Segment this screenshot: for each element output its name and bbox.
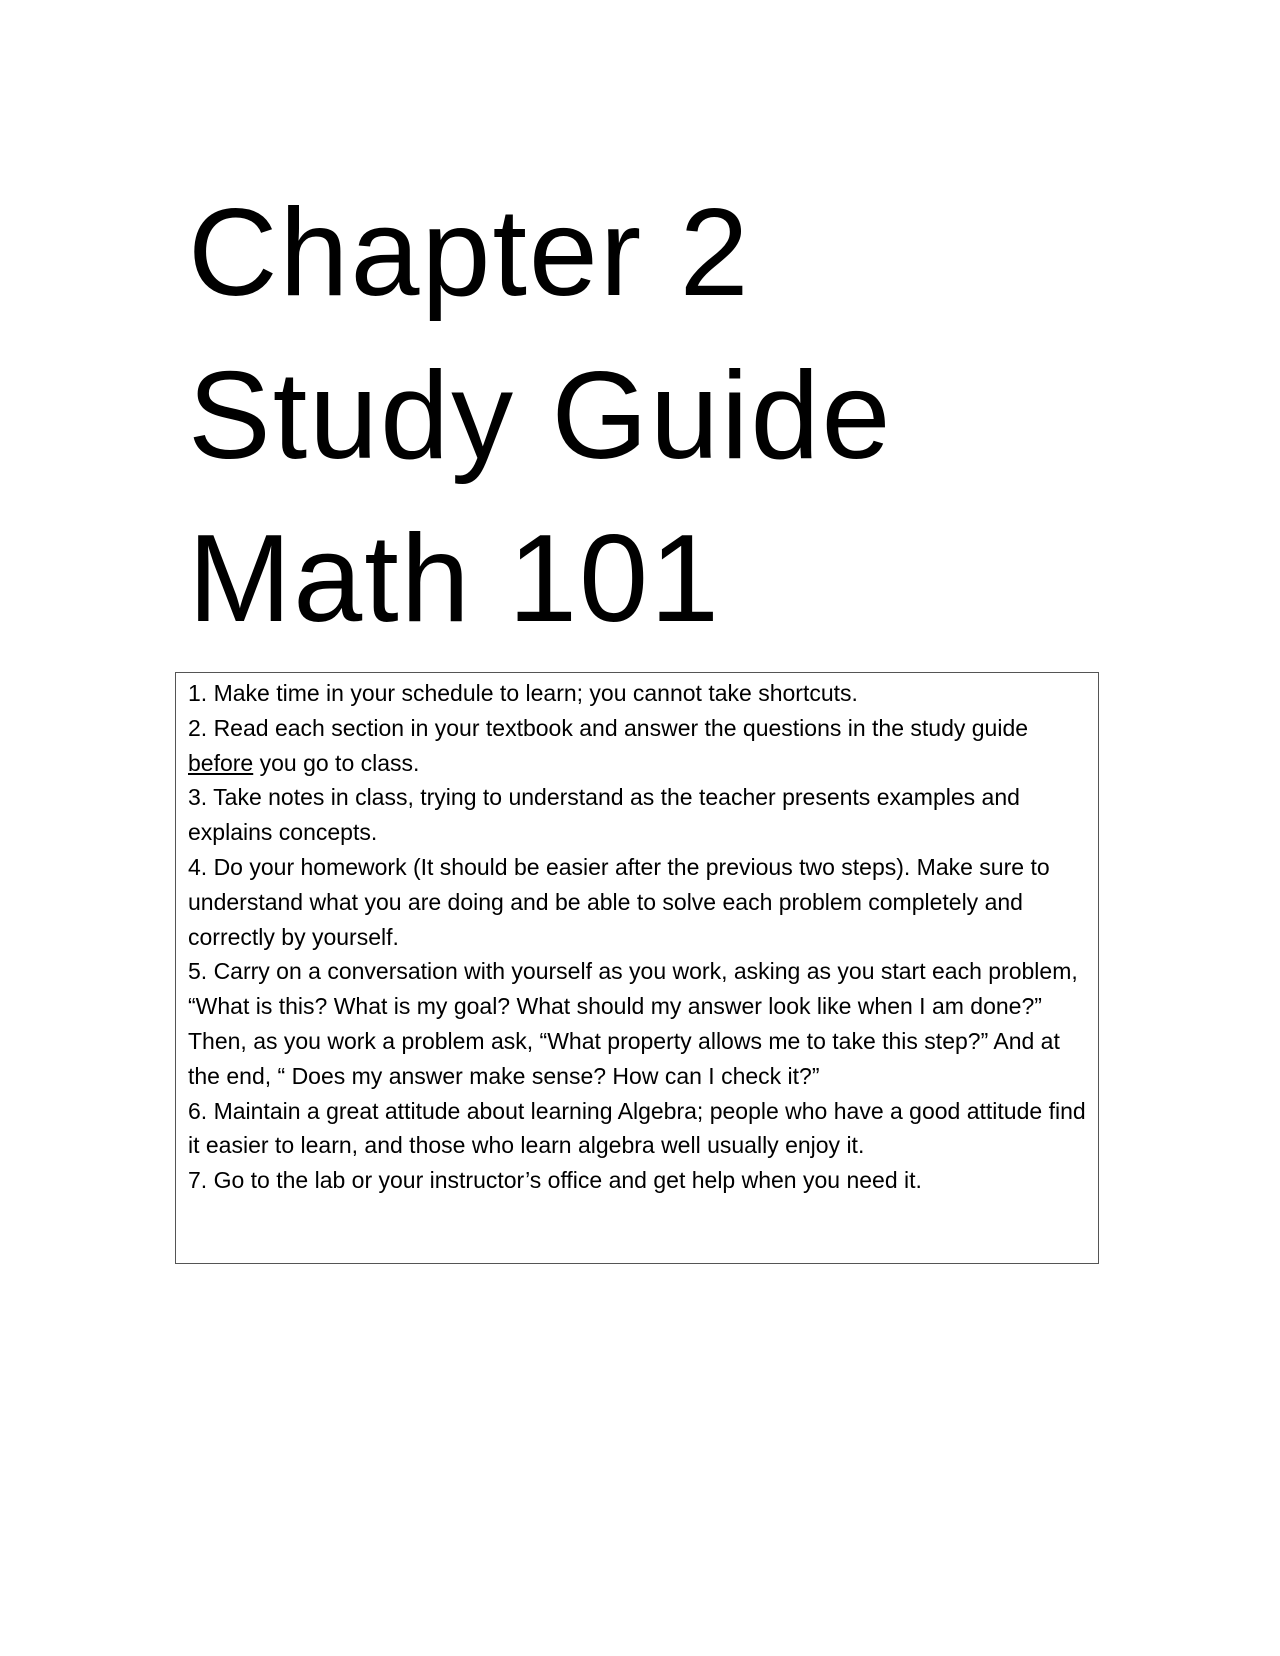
tip-7: 7. Go to the lab or your instructor’s office and get help when you need it. xyxy=(188,1167,922,1194)
tip-3: 3. Take notes in class, trying to understand as the teacher presents examples and explains concepts. xyxy=(188,784,1020,846)
title-chapter: Chapter 2 xyxy=(188,184,751,322)
tip-4: 4. Do your homework (It should be easier after the previous two steps). Make sure to understand what you are doing and be able to solve each problem completely and correctly by yourself. xyxy=(188,853,1050,950)
document-title xyxy=(188,172,1088,661)
tip-5: 5. Carry on a conversation with yourself as you work, asking as you start each problem, “What is this? What is my goal? What should my answer look like when I am done?” Then, as you work a problem ask, “What property allows me to take this step?” And at the end, “ Does my answer make sense? How can I check it?” xyxy=(188,958,1078,1089)
tip-2-text-end: you go to class. xyxy=(253,749,420,776)
tip-2-emphasis: before xyxy=(188,749,254,776)
tip-6: 6. Maintain a great attitude about learning Algebra; people who have a good attitude find it easier to learn, and those who learn algebra well usually enjoy it. xyxy=(188,1097,1086,1159)
tip-2 xyxy=(188,711,1088,781)
study-tips-box xyxy=(175,672,1099,1264)
tip-1: 1. Make time in your schedule to learn; you cannot take shortcuts. xyxy=(188,680,858,706)
title-study-guide: Study Guide xyxy=(188,347,893,485)
title-course: Math 101 xyxy=(188,510,722,648)
tip-2-text-start: 2. Read each section in your textbook and answer the questions in the study guide xyxy=(188,714,1029,741)
